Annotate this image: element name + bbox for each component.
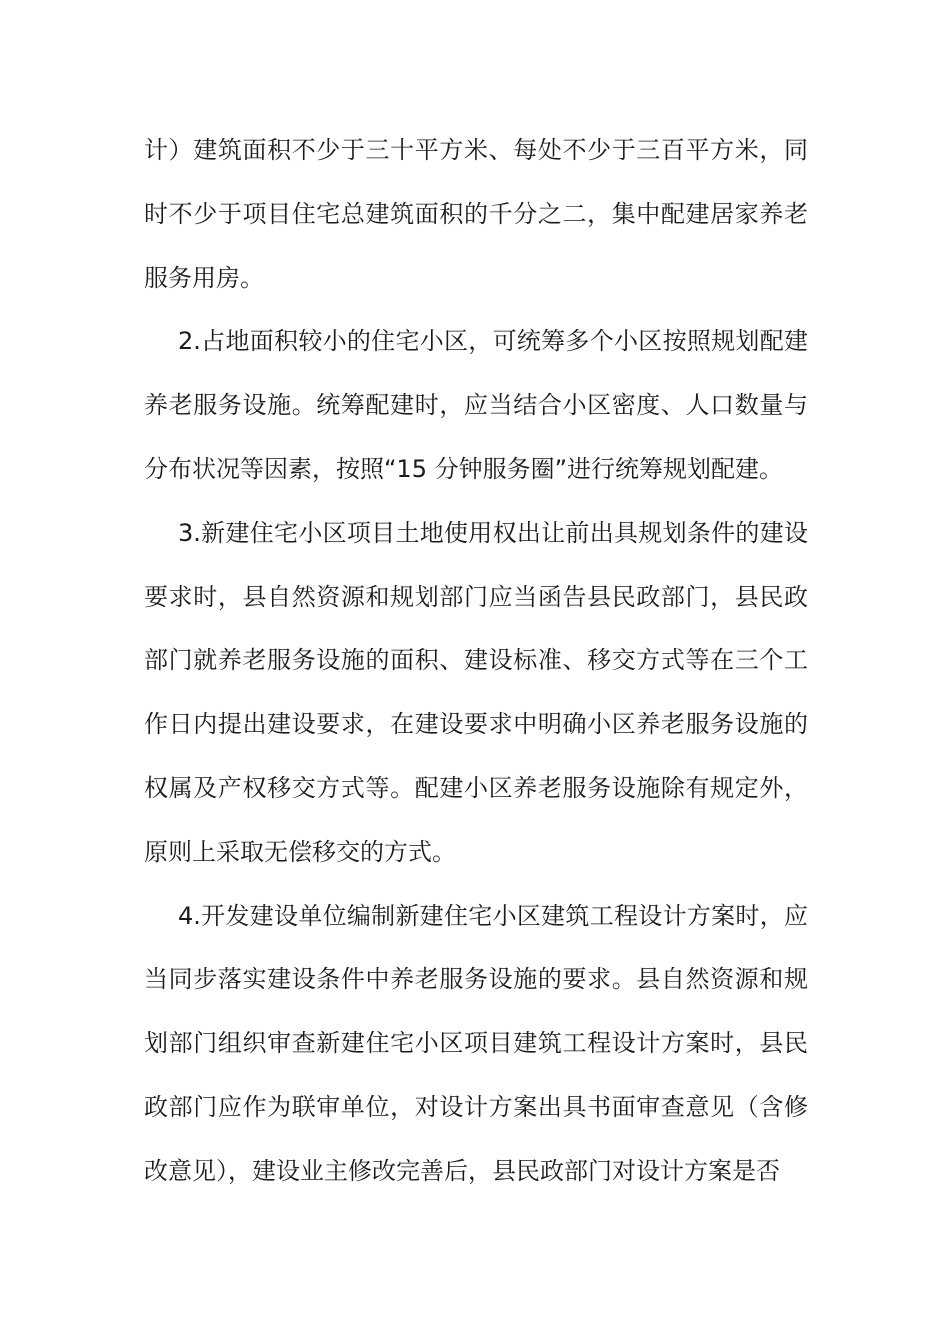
paragraph-item-2: 2.占地面积较小的住宅小区，可统筹多个小区按照规划配建养老服务设施。统筹配建时，应当结合小区密度、人口数量与分布状况等因素，按照“15 分钟服务圈”进行统筹规划配建。 bbox=[144, 327, 808, 483]
paragraph-continued: 计）建筑面积不少于三十平方米、每处不少于三百平方米，同时不少于项目住宅总建筑面积的千分之二，集中配建居家养老服务用房。 bbox=[144, 136, 808, 292]
paragraph-item-3: 3.新建住宅小区项目土地使用权出让前出具规划条件的建设要求时，县自然资源和规划部门应当函告县民政部门，县民政部门就养老服务设施的面积、建设标准、移交方式等在三个工作日内提出建设要求，在建设要求中明确小区养老服务设施的权属及产权移交方式等。配建小区养老服务设施除有规定外，原则上采取无偿移交的方式。 bbox=[144, 518, 808, 866]
paragraph-item-4: 4.开发建设单位编制新建住宅小区建筑工程设计方案时，应当同步落实建设条件中养老服务设施的要求。县自然资源和规划部门组织审查新建住宅小区项目建筑工程设计方案时，县民政部门应作为联审单位，对设计方案出具书面审查意见（含修改意见），建设业主修改完善后，县民政部门对设计方案是否 bbox=[144, 901, 808, 1185]
document-body bbox=[144, 119, 808, 1204]
